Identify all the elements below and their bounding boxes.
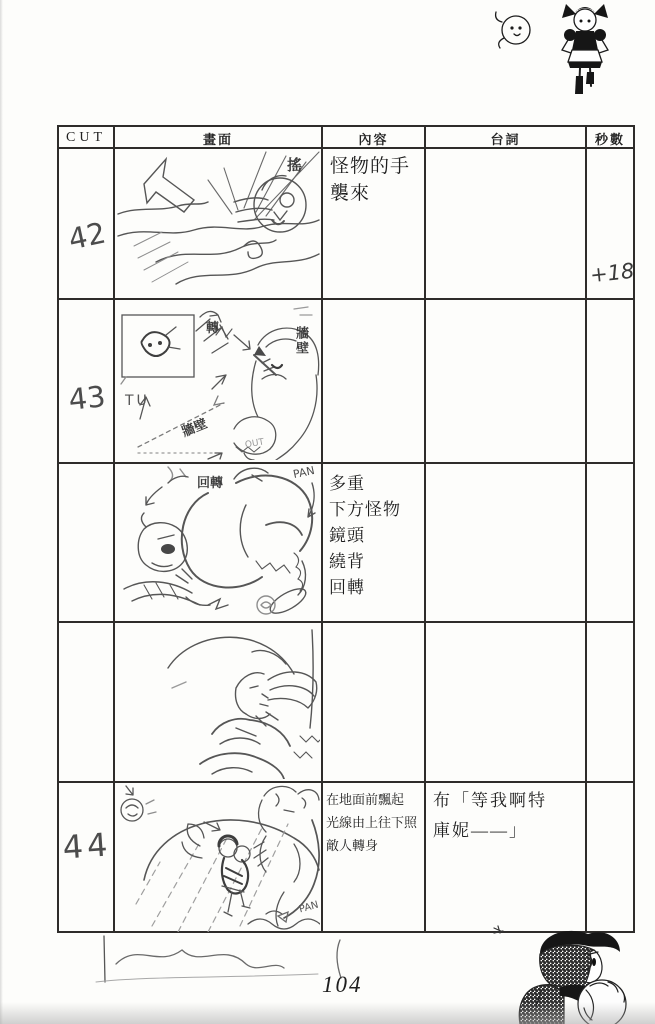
dialogue-text-row5: 布「等我啊特 庫妮——」: [433, 791, 547, 840]
sketch-label-wall-mid: 牆壁: [179, 415, 210, 440]
table-grid-line: [59, 298, 633, 300]
sketch-label-out: OUT: [244, 437, 265, 451]
table-grid-line: [59, 781, 633, 783]
content-text-row1: 怪物的手 襲來: [330, 156, 411, 204]
header-content: 內容: [358, 131, 389, 147]
header-seconds: 秒數: [594, 131, 625, 147]
cut-number-44: 44: [61, 825, 113, 867]
overflow-sketch-drawing: [88, 934, 358, 996]
storyboard-table: [57, 125, 635, 933]
scan-edge-left: [0, 0, 3, 1024]
sketch-label-tu: TU: [125, 393, 150, 409]
header-dialogue: 台詞: [490, 131, 521, 147]
content-text-row5: 在地面前飄起 光線由上往下照 敵人轉身: [326, 792, 418, 853]
seconds-value-row1: +18: [588, 258, 636, 288]
table-grid-line: [585, 127, 587, 931]
sketch-label-wall-top: 牆壁: [294, 326, 309, 356]
row4-sketch-drawing: [116, 624, 320, 779]
sketch-label-turn: 轉: [206, 320, 220, 335]
sketch-label-pan-row5: PAN: [297, 899, 320, 916]
table-grid-line: [59, 621, 633, 623]
scan-edge-bottom: [0, 1002, 655, 1024]
sketch-label-rotate: 回轉: [197, 475, 224, 490]
cut-number-43: 43: [66, 379, 108, 417]
cut44-sketch-drawing: [116, 784, 320, 932]
sketch-label-shake: 搖: [287, 158, 303, 174]
content-text-row3: 多重 下方怪物 鏡頭 繞背 回轉: [329, 474, 401, 597]
sketch-label-pan-row3: PAN: [291, 463, 316, 482]
cut-number-42: 42: [65, 215, 109, 257]
table-grid-line: [59, 462, 633, 464]
table-grid-line: [321, 127, 323, 931]
table-grid-line: [424, 127, 426, 931]
top-right-character-illustration: [478, 2, 655, 94]
page-number: 104: [322, 972, 363, 997]
header-cut: CUT: [66, 130, 106, 145]
header-frame: 畫面: [202, 131, 233, 147]
